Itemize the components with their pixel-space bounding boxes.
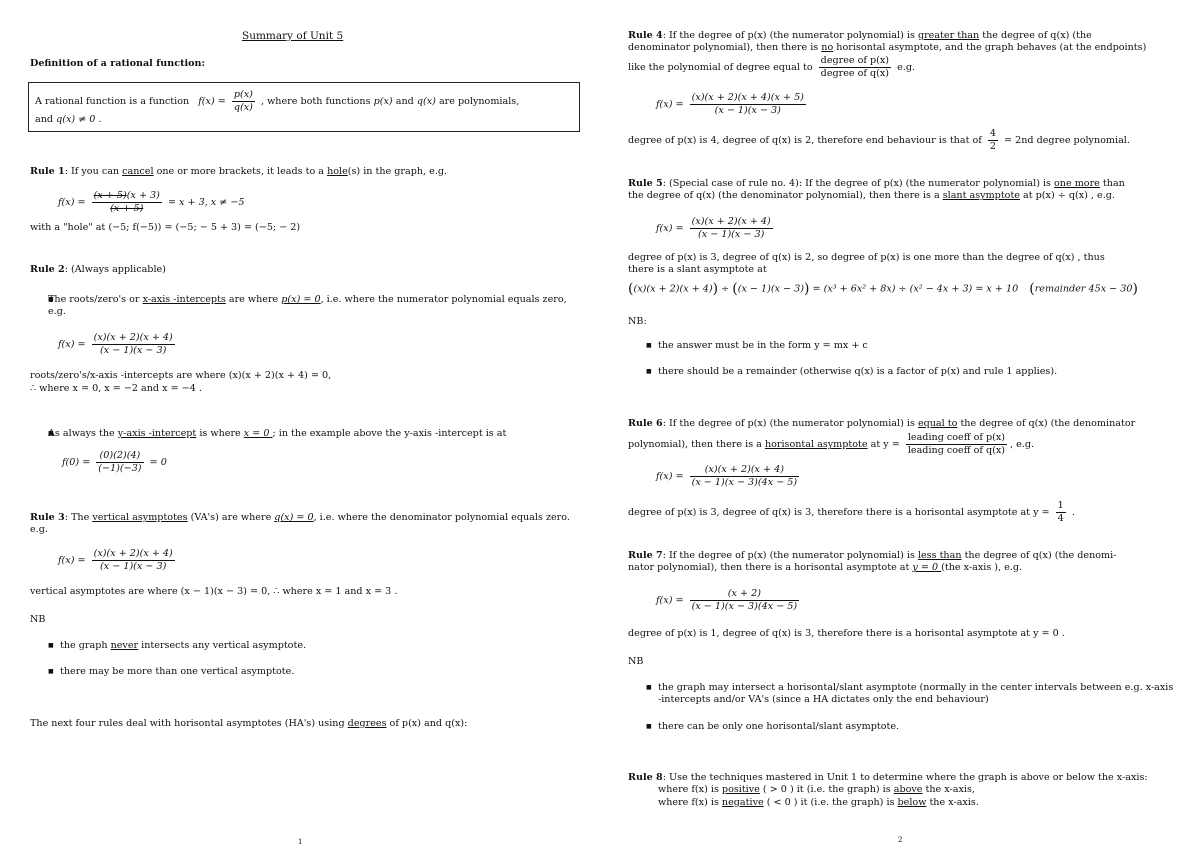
- rule-text: the degree of q(x) (the: [979, 30, 1092, 41]
- rule-3-example: [58, 548, 178, 573]
- fraction-denominator: (x − 1)(x − 3): [698, 228, 765, 240]
- rule-text: denominator polynomial), then there is: [628, 42, 822, 54]
- rule-text: , i.e. where the numerator polynomial equals zero, e.g.: [48, 294, 567, 318]
- example-fraction: [96, 450, 143, 475]
- rule-line: [628, 772, 1183, 784]
- bullet-item: ■ there can be only one horisontal/slant asymptote.: [628, 721, 1178, 733]
- rule-2-statement: [30, 264, 166, 276]
- rule-keyword: never: [110, 640, 139, 651]
- rule-text: degree of p(x) is 4, degree of q(x) is 2, therefore end behaviour is that of: [628, 134, 982, 146]
- fraction-numerator: p(x): [233, 89, 253, 100]
- leading-coeff-fraction: [906, 432, 1007, 457]
- rule-label: Rule 1: [30, 166, 65, 177]
- rule-line: [628, 30, 1173, 42]
- rule-text: , e.g.: [1010, 439, 1035, 451]
- f-label: f(x) =: [58, 338, 86, 350]
- example-fraction: [92, 190, 162, 215]
- rule-text: = 2nd degree polynomial.: [1004, 134, 1130, 146]
- rule-text: like the polynomial of degree equal to: [628, 61, 813, 73]
- rule-line: [628, 797, 1183, 809]
- page-number: 1: [298, 838, 303, 846]
- rule-text: than: [1099, 178, 1125, 189]
- rule-text: the x-axis.: [926, 796, 979, 808]
- rule-text: nator polynomial), then there is a horisontal asymptote at: [628, 562, 913, 574]
- rule-text: the x-axis,: [922, 784, 975, 796]
- rule-line: there is a slant asymptote at: [628, 264, 767, 276]
- fraction-denominator: leading coeff of q(x): [907, 445, 1005, 457]
- rule-3-va-line: vertical asymptotes are where (x − 1)(x − 3) = 0, ∴ where x = 1 and x = 3 .: [30, 586, 398, 597]
- bullet-item: ■ the graph may intersect a horisontal/slant asymptote (normally in the center intervals between e.g. x-axis -intercepts and/or VA's (since a HA dictates only the end behaviour): [628, 682, 1178, 707]
- rule-text: intersects any vertical asymptote.: [138, 640, 307, 651]
- rule-5-nb-list: [628, 340, 1178, 393]
- rule-keyword: negative: [721, 796, 764, 808]
- fraction-numerator: (x)(x + 2)(x + 4): [691, 216, 771, 227]
- rule-2-roots-line-1: roots/zero's/x-axis -intercepts are where (x)(x + 2)(x + 4) = 0,: [30, 370, 332, 381]
- rule-7-degree-line: degree of p(x) is 1, degree of q(x) is 3, therefore there is a horisontal asymptote at y = 0 .: [628, 628, 1065, 639]
- rule-keyword: horisontal asymptote: [764, 439, 868, 451]
- definition-box: [28, 82, 580, 132]
- fraction-numerator: (x)(x + 2)(x + 4)(x + 5): [691, 92, 804, 103]
- rule-keyword: hole: [327, 166, 348, 177]
- fraction-numerator: (x)(x + 2)(x + 4): [690, 464, 800, 477]
- rule-text: the graph: [60, 640, 111, 651]
- rule-7-example: [656, 588, 802, 613]
- rule-keyword: p(x) = 0: [281, 294, 321, 305]
- rule-label: Rule 3: [30, 512, 65, 523]
- definition-fraction: [232, 89, 255, 114]
- bullet-item: ■ there may be more than one vertical asymptote.: [30, 666, 590, 678]
- rule-text: (VA's) are where: [187, 512, 275, 523]
- remaining-factor: (x + 3): [126, 190, 160, 201]
- rule-5-example: [656, 216, 776, 241]
- rule-text: ( < 0 ) it (i.e. the graph) is: [763, 796, 898, 808]
- bullet-item: ■ the answer must be in the form y = mx + c: [628, 340, 1178, 352]
- asymptote-value: [1056, 500, 1066, 525]
- degree-fraction: [819, 55, 891, 80]
- rule-keyword: less than: [917, 550, 962, 561]
- definition-text: are polynomials,: [438, 95, 520, 107]
- rule-7-nb: NB: [628, 656, 644, 667]
- rule-text: horisontal asymptote, and the graph behaves (at the endpoints): [833, 42, 1147, 54]
- definition-text: , where both functions: [260, 95, 371, 107]
- rule-2-example: [58, 332, 178, 357]
- remainder: remainder 45x − 30: [1034, 283, 1133, 295]
- rule-text: one or more brackets, it leads to a: [153, 166, 328, 177]
- f-label: f(x) =: [656, 98, 684, 110]
- definition-p: p(x): [373, 95, 393, 107]
- fraction-numerator: (x + 2): [690, 588, 800, 601]
- division-result: = (x³ + 6x² + 8x) ÷ (x² − 4x + 3) = x + 10: [812, 283, 1019, 295]
- rule-text: are where: [225, 294, 282, 305]
- page-2: [600, 0, 1200, 848]
- rule-text: the degree of q(x) (the denominator polynomial), then there is a: [628, 190, 943, 202]
- rule-text: the degree of q(x) (the denominator: [957, 418, 1136, 429]
- definition-text: A rational function is a function: [35, 95, 190, 107]
- rule-keyword: q(x) = 0: [274, 512, 314, 523]
- fraction-numerator: 1: [1057, 500, 1064, 511]
- fraction-denominator: (x − 1)(x − 3)(4x − 5): [691, 600, 798, 612]
- degree-ratio: [988, 128, 998, 153]
- rule-keyword: positive: [721, 784, 760, 796]
- rule-keyword: slant asymptote: [942, 190, 1020, 202]
- rule-keyword: below: [897, 796, 927, 808]
- f-label: f(x) =: [656, 470, 684, 482]
- rule-keyword: cancel: [122, 166, 154, 177]
- example-fraction: [690, 464, 800, 489]
- definition-text: .: [98, 113, 102, 125]
- intro-text: The next four rules deal with horisontal asymptotes (HA's) using: [30, 718, 348, 729]
- rule-label: Rule 8: [628, 772, 663, 783]
- rule-text: : If you can: [64, 166, 123, 177]
- rule-3-nb: NB: [30, 614, 46, 625]
- rule-keyword: x = 0: [243, 428, 273, 439]
- rule-text: ; in the example above the y-axis -intercept is at: [272, 428, 507, 439]
- fraction-numerator: 4: [989, 128, 996, 139]
- rule-text: at p(x) ÷ q(x) , e.g.: [1019, 190, 1115, 202]
- fraction-numerator: (x)(x + 2)(x + 4): [93, 548, 173, 559]
- dividend: (x)(x + 2)(x + 4): [633, 283, 713, 295]
- rule-8-statement: [628, 772, 1183, 809]
- rule-keyword: greater than: [917, 30, 980, 41]
- rule-line: [628, 418, 1176, 430]
- rule-text: (the x-axis ), e.g.: [941, 562, 1023, 574]
- definition-line-2: [35, 114, 573, 126]
- rule-2-f0: [62, 450, 167, 475]
- rule-keyword: y-axis -intercept: [117, 428, 197, 439]
- rule-keyword: x-axis -intercepts: [142, 294, 226, 305]
- simplified-result: = x + 3, x ≠ −5: [167, 196, 245, 208]
- rule-3-statement: [30, 512, 578, 537]
- bullet-item: ■ there should be a remainder (otherwise q(x) is a factor of p(x) and rule 1 applies).: [628, 366, 1178, 378]
- rule-keyword: no: [821, 42, 834, 54]
- rule-4-degree-line: [628, 128, 1130, 153]
- bullet-item: [30, 428, 590, 440]
- example-fraction: [92, 548, 175, 573]
- rule-text: where f(x) is: [658, 796, 722, 808]
- f-label: f(x) =: [656, 594, 684, 606]
- rule-2-roots-bullet: [30, 294, 575, 333]
- rule-label: Rule 2: [30, 264, 65, 275]
- rule-7-statement: [628, 550, 1176, 575]
- cancelled-factor: (x + 5): [110, 202, 144, 214]
- next-rules-intro: [30, 718, 467, 730]
- definition-q: q(x): [416, 95, 436, 107]
- rule-text: polynomial), then there is a: [628, 439, 765, 451]
- rule-line: [628, 432, 1176, 457]
- rule-5-degree-text: [628, 252, 1176, 277]
- rule-text: ( > 0 ) it (i.e. the graph) is: [759, 784, 894, 796]
- fraction-numerator: degree of p(x): [820, 54, 890, 66]
- fraction-denominator: (x − 1)(x − 3): [100, 560, 167, 572]
- fraction-denominator: 2: [989, 140, 996, 152]
- rule-text: .: [1071, 506, 1075, 518]
- rule-line: [628, 55, 1173, 80]
- rule-keyword: y = 0: [912, 562, 942, 574]
- rule-6-example: [656, 464, 802, 489]
- divisor: (x − 1)(x − 3): [737, 283, 804, 295]
- rule-label: Rule 4: [628, 30, 663, 41]
- rule-line: degree of p(x) is 3, degree of q(x) is 2, so degree of p(x) is one more than the degree of q(x) , thus: [628, 252, 1105, 263]
- rule-text: degree of p(x) is 3, degree of q(x) is 3, therefore there is a horisontal asymptote at y =: [628, 506, 1050, 518]
- fraction-denominator: (x − 1)(x − 3): [714, 104, 781, 116]
- intro-text: of p(x) and q(x):: [386, 718, 468, 729]
- example-fraction: [690, 216, 773, 241]
- rule-text: : (Always applicable): [64, 264, 166, 275]
- rule-1-hole: with a "hole" at (−5; f(−5)) = (−5; − 5 + 3) = (−5; − 2): [30, 222, 301, 233]
- rule-line: [628, 562, 1176, 574]
- rule-3-nb-list: [30, 640, 590, 693]
- rule-5-nb: NB:: [628, 316, 647, 327]
- intro-keyword: degrees: [347, 718, 387, 729]
- f-label: f(x) =: [58, 554, 86, 566]
- rule-line: [628, 190, 1176, 202]
- rule-text: : If the degree of p(x) (the numerator polynomial) is: [662, 418, 918, 429]
- rule-label: Rule 7: [628, 550, 663, 561]
- example-fraction: [690, 588, 800, 613]
- definition-heading: Definition of a rational function:: [30, 58, 206, 69]
- rule-4-statement: [628, 30, 1173, 80]
- fraction-denominator: degree of q(x): [820, 67, 890, 79]
- rule-text: As always the: [48, 428, 118, 439]
- rule-keyword: vertical asymptotes: [92, 512, 188, 523]
- rule-line: [628, 42, 1173, 54]
- rule-keyword: equal to: [917, 418, 958, 429]
- rule-line: [628, 178, 1176, 190]
- rule-line: [628, 550, 1176, 562]
- bullet-item: [30, 294, 575, 319]
- rule-line: [628, 784, 1183, 796]
- rule-text: the degree of q(x) (the denomi-: [961, 550, 1117, 561]
- bullet-item: [30, 640, 590, 652]
- definition-text: and: [35, 113, 54, 125]
- f0-result: = 0: [149, 456, 167, 468]
- rule-text: : (Special case of rule no. 4): If the degree of p(x) (the numerator polynomial) is: [662, 178, 1055, 189]
- rule-5-division: ((x)(x + 2)(x + 4)) ÷ ((x − 1)(x − 3)) = (x³ + 6x² + 8x) ÷ (x² − 4x + 3) = x + 10 (remainder 45x − 30): [628, 281, 1138, 297]
- page-number: 2: [898, 836, 903, 844]
- definition-condition: q(x) ≠ 0: [56, 113, 96, 125]
- rule-text: : If the degree of p(x) (the numerator polynomial) is: [662, 550, 918, 561]
- rule-label: Rule 5: [628, 178, 663, 189]
- rule-text: , i.e. where the denominator polynomial equals zero. e.g.: [30, 512, 570, 536]
- definition-line-1: [35, 89, 573, 114]
- f-label: f(x) =: [656, 222, 684, 234]
- rule-1-statement: [30, 166, 590, 178]
- rule-text: is where: [196, 428, 244, 439]
- rule-text: (s) in the graph, e.g.: [347, 166, 448, 177]
- rule-1-example: [58, 190, 244, 215]
- cancelled-factor: (x + 5): [93, 190, 127, 201]
- rule-2-roots-line-2: ∴ where x = 0, x = −2 and x = −4 .: [30, 383, 202, 394]
- rule-text: e.g.: [897, 61, 916, 73]
- example-fraction: [690, 92, 806, 117]
- rule-5-statement: [628, 178, 1176, 203]
- rule-text: The roots/zero's or: [48, 294, 143, 305]
- fraction-denominator: (−1)(−3): [98, 462, 142, 474]
- fraction-denominator: (x − 1)(x − 3)(4x − 5): [691, 476, 798, 488]
- rule-text: : The: [64, 512, 93, 523]
- rule-keyword: one more: [1054, 178, 1100, 189]
- rule-6-degree-line: [628, 500, 1075, 525]
- rule-text: : Use the techniques mastered in Unit 1 to determine where the graph is above or below the x-axis:: [662, 772, 1148, 783]
- rule-text: at y =: [867, 439, 900, 451]
- rule-4-example: [656, 92, 809, 117]
- fraction-denominator: 4: [1057, 512, 1064, 524]
- f-label: f(x) =: [58, 196, 86, 208]
- rule-text: : If the degree of p(x) (the numerator polynomial) is: [662, 30, 918, 41]
- rule-6-statement: [628, 418, 1176, 457]
- rule-label: Rule 6: [628, 418, 663, 429]
- definition-and: and: [395, 95, 414, 107]
- rule-7-nb-list: [628, 682, 1178, 747]
- fraction-denominator: q(x): [233, 101, 253, 113]
- fraction-denominator: (x − 1)(x − 3): [100, 344, 167, 356]
- fraction-numerator: (0)(2)(4): [96, 450, 143, 463]
- fraction-numerator: leading coeff of p(x): [907, 432, 1005, 444]
- rule-text: where f(x) is: [658, 784, 722, 796]
- rule-keyword: above: [893, 784, 923, 796]
- f-label: f(0) =: [62, 456, 91, 468]
- example-fraction: [92, 332, 175, 357]
- fraction-numerator: [92, 190, 162, 203]
- fraction-numerator: (x)(x + 2)(x + 4): [93, 332, 173, 343]
- page-title: Summary of Unit 5: [242, 30, 344, 42]
- definition-f-label: f(x) =: [198, 95, 226, 107]
